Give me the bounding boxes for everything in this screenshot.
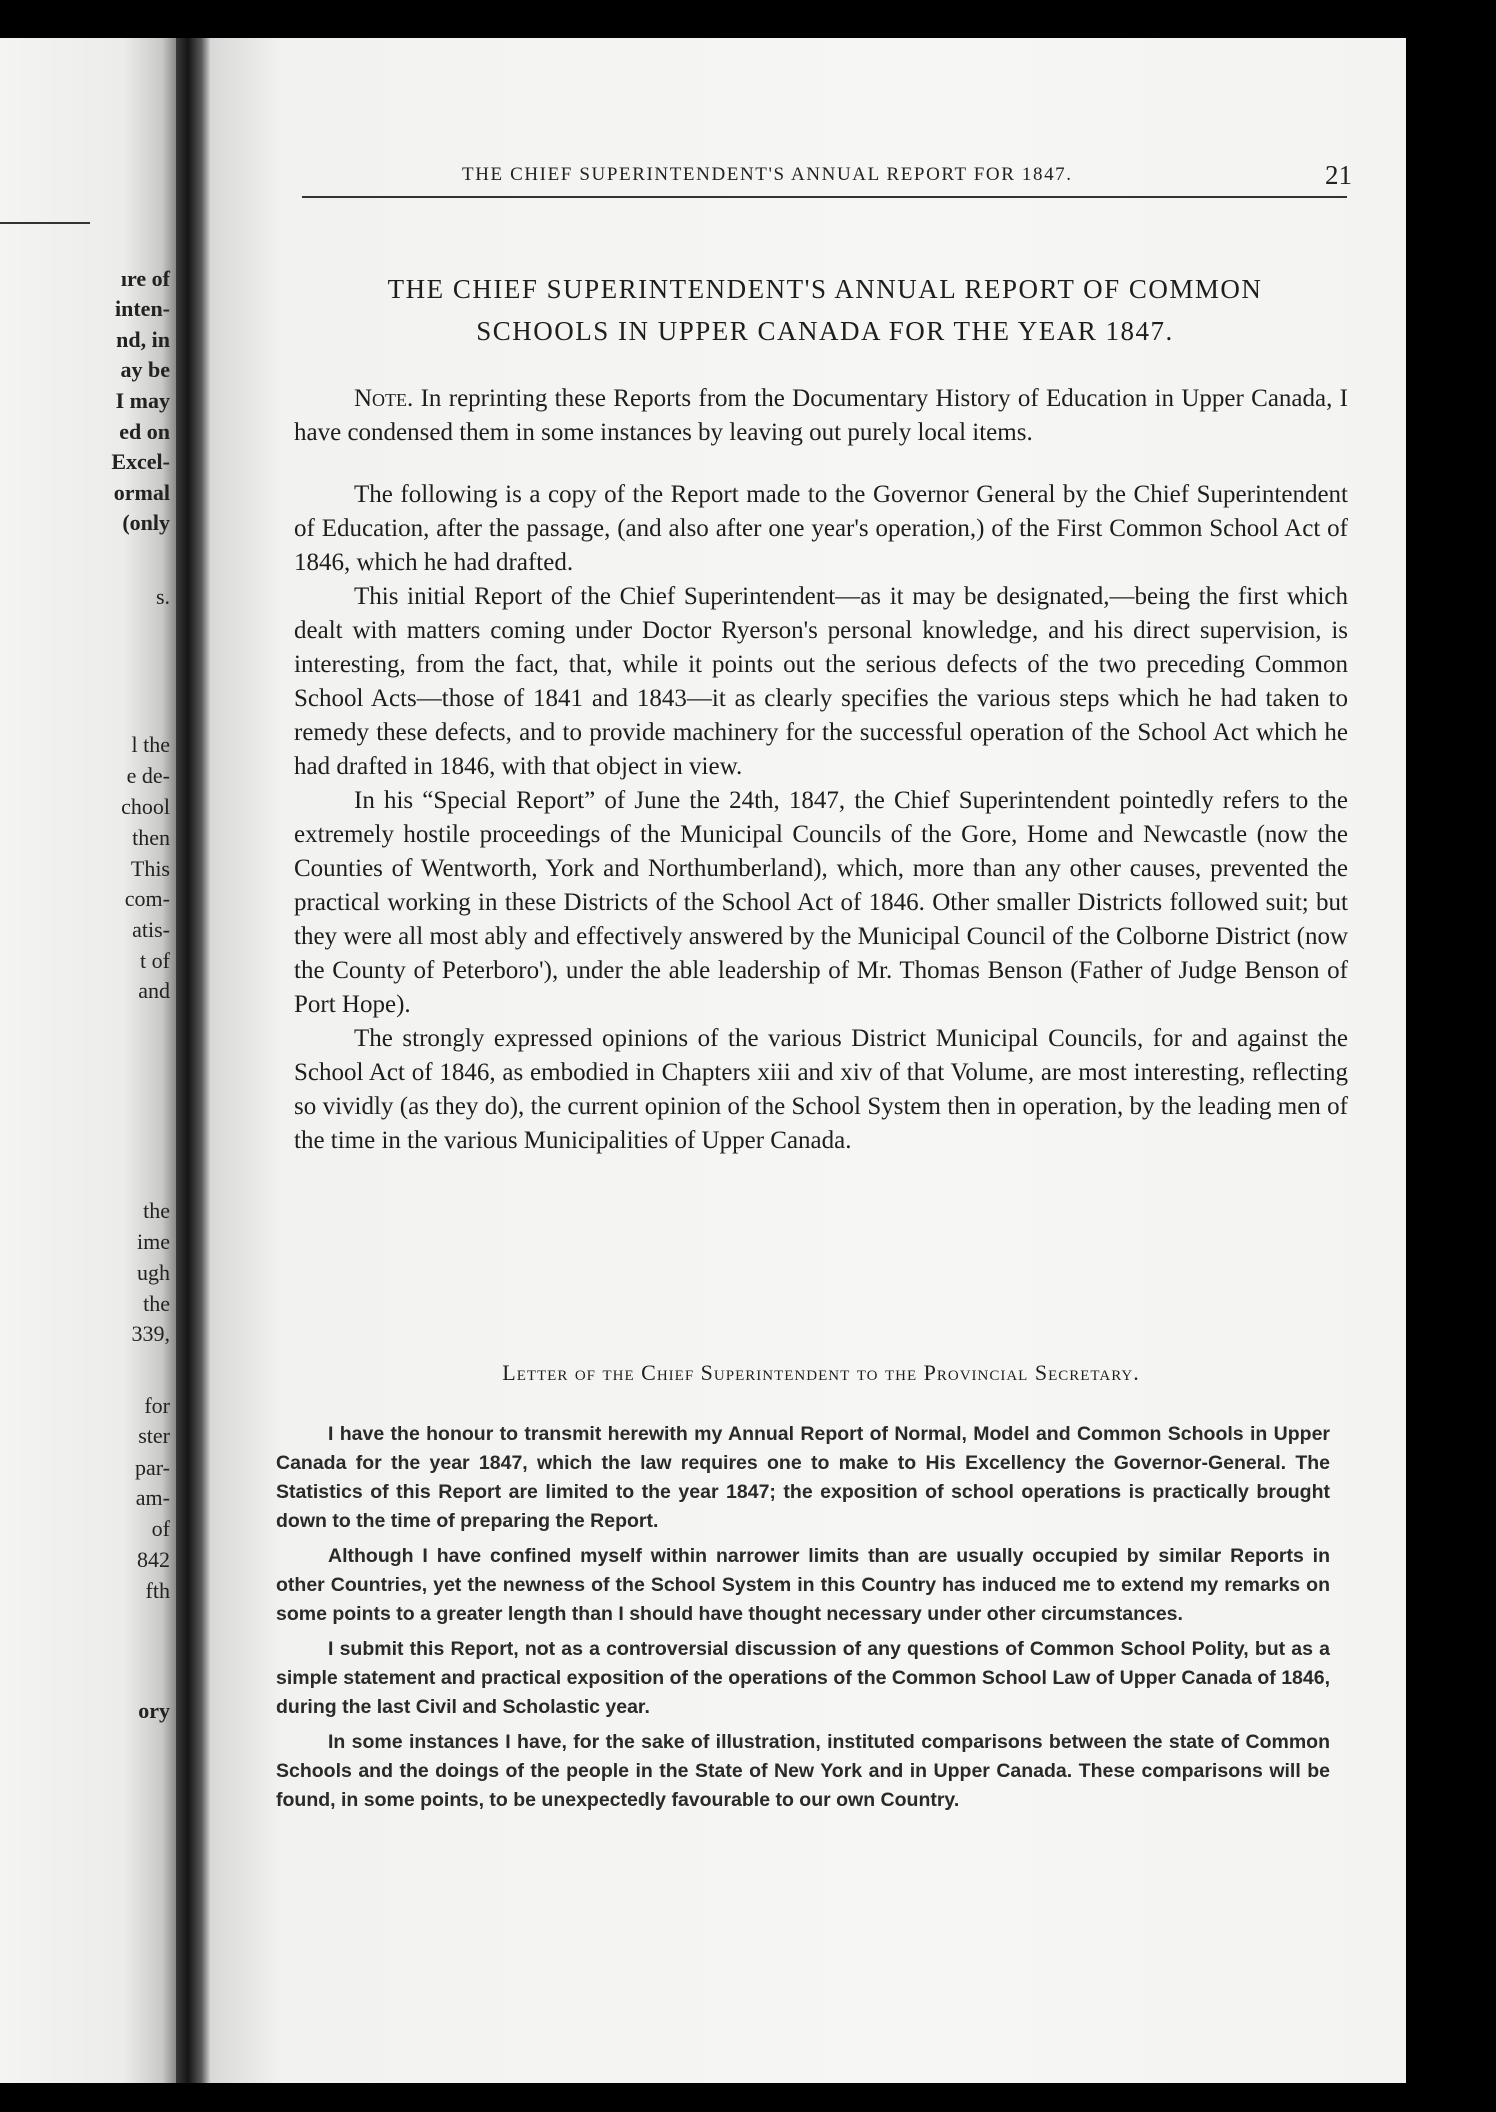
report-title	[290, 268, 1360, 352]
report-title-line-1: THE CHIEF SUPERINTENDENT'S ANNUAL REPORT OF COMMON	[387, 274, 1263, 304]
left-fragment-line: ed on	[119, 419, 170, 444]
left-fragment-line: ory	[138, 1698, 170, 1723]
letter-text	[276, 1420, 1330, 1821]
left-fragment-line: e de-	[126, 763, 170, 788]
body-paragraph-1: The following is a copy of the Report made to the Governor General by the Chief Superintendent of Education, after the passage, (and also after one year's operation,) of the First Common School Act of 1846, which he had drafted.	[294, 481, 1348, 576]
left-fragment-line: ime	[137, 1229, 170, 1254]
note-label: Note.	[354, 385, 414, 412]
left-fragment-line: 339,	[131, 1321, 170, 1346]
letter-paragraph-2: Although I have confined myself within narrower limits than are usually occupied by similar Reports in other Countries, yet the newness of the School System in this Country has induced me to extend my remarks on some points to a greater length than I should have thought necessary under other circumstances.	[276, 1545, 1330, 1625]
left-fragment-line: fth	[145, 1578, 170, 1603]
body-text	[294, 382, 1348, 1158]
left-page-text-fragments	[0, 38, 176, 2083]
left-fragment-line: chool	[121, 794, 170, 819]
left-fragment-line: for	[144, 1393, 170, 1418]
left-fragment-line: then	[132, 825, 170, 850]
left-fragment-line: ormal	[113, 480, 170, 505]
left-fragment-line: the	[143, 1291, 170, 1316]
left-fragment-line: ster	[138, 1423, 170, 1448]
left-fragment-line: par-	[135, 1455, 170, 1480]
left-fragment-line: the	[143, 1198, 170, 1223]
running-title: THE CHIEF SUPERINTENDENT'S ANNUAL REPORT FOR 1847.	[462, 164, 1073, 185]
body-paragraph-3: In his “Special Report” of June the 24th, 1847, the Chief Superintendent pointedly refers to the extremely hostile proceedings of the Municipal Councils of the Gore, Home and Newcastle (now the Counties of Wentworth, York and Northumberland), which, more than any other causes, prevented the practical working in these Districts of the School Act of 1846. Other smaller Districts followed suit; but they were all most ably and effectively answered by the Municipal Council of the Colborne District (now the County of Peterboro'), under the able leadership of Mr. Thomas Benson (Father of Judge Benson of Port Hope).	[294, 787, 1348, 1018]
letter-heading: Letter of the Chief Superintendent to the Provincial Secretary.	[502, 1360, 1140, 1385]
left-fragment-line: ay be	[120, 357, 170, 382]
note-text: In reprinting these Reports from the Documentary History of Education in Upper Canada, I have condensed them in some instances by leaving out purely local items.	[294, 385, 1348, 446]
left-fragment-line: Excel-	[111, 449, 170, 474]
left-fragment-line: This	[130, 856, 170, 881]
left-fragment-line: l the	[131, 732, 170, 757]
left-fragment-line: nd, in	[116, 327, 170, 352]
left-fragment-line: and	[138, 978, 170, 1003]
book-gutter	[176, 38, 210, 2083]
body-paragraph-4: The strongly expressed opinions of the various District Municipal Councils, for and against the School Act of 1846, as embodied in Chapters xiii and xiv of that Volume, are most interesting, reflecting so vividly (as they do), the current opinion of the School System then in operation, by the leading men of the time in the various Municipalities of Upper Canada.	[294, 1025, 1348, 1154]
left-fragment-line: com-	[124, 886, 170, 911]
left-fragment-line: (only	[122, 510, 170, 535]
letter-paragraph-1: I have the honour to transmit herewith my Annual Report of Normal, Model and Common Schools in Upper Canada for the year 1847, which the law requires one to make to His Excellency the Governor-General. The Statistics of this Report are limited to the year 1847; the exposition of school operations is practically brought down to the time of preparing the Report.	[276, 1423, 1330, 1532]
left-fragment-line: ugh	[137, 1260, 170, 1285]
running-head	[302, 160, 1362, 200]
left-page-fragment	[0, 38, 176, 2083]
left-fragment-line: 842	[137, 1547, 170, 1572]
letter-paragraph-4: In some instances I have, for the sake of illustration, instituted comparisons between the state of Common Schools and the doings of the people in the State of New York and in Upper Canada. These comparisons will be found, in some points, to be unexpectedly favourable to our own Country.	[276, 1731, 1330, 1811]
report-title-line-2: SCHOOLS IN UPPER CANADA FOR THE YEAR 1847.	[476, 316, 1174, 346]
page-number: 21	[1325, 160, 1352, 190]
left-fragment-line: atis-	[132, 917, 170, 942]
left-fragment-line: of	[151, 1516, 170, 1541]
note-paragraph	[294, 382, 1348, 450]
left-fragment-line: ıre of	[120, 266, 170, 291]
letter-paragraph-3: I submit this Report, not as a controversial discussion of any questions of Common School Polity, but as a simple statement and practical exposition of the operations of the Common School Law of Upper Canada of 1846, during the last Civil and Scholastic year.	[276, 1638, 1330, 1718]
left-fragment-line: am-	[135, 1485, 170, 1510]
header-rule	[302, 196, 1347, 198]
left-fragment-line: s.	[155, 584, 170, 609]
left-fragment-line: I may	[115, 388, 170, 413]
left-fragment-line: t of	[140, 948, 170, 973]
body-paragraph-2: This initial Report of the Chief Superintendent—as it may be designated,—being the first which dealt with matters coming under Doctor Ryerson's personal knowledge, and his direct supervision, is interesting, from the fact, that, while it points out the serious defects of the two preceding Common School Acts—those of 1841 and 1843—it as clearly specifies the various steps which he had taken to remedy these defects, and to provide machinery for the successful operation of the School Act which he had drafted in 1846, with that object in view.	[294, 583, 1348, 780]
left-fragment-line: inten-	[115, 296, 170, 321]
